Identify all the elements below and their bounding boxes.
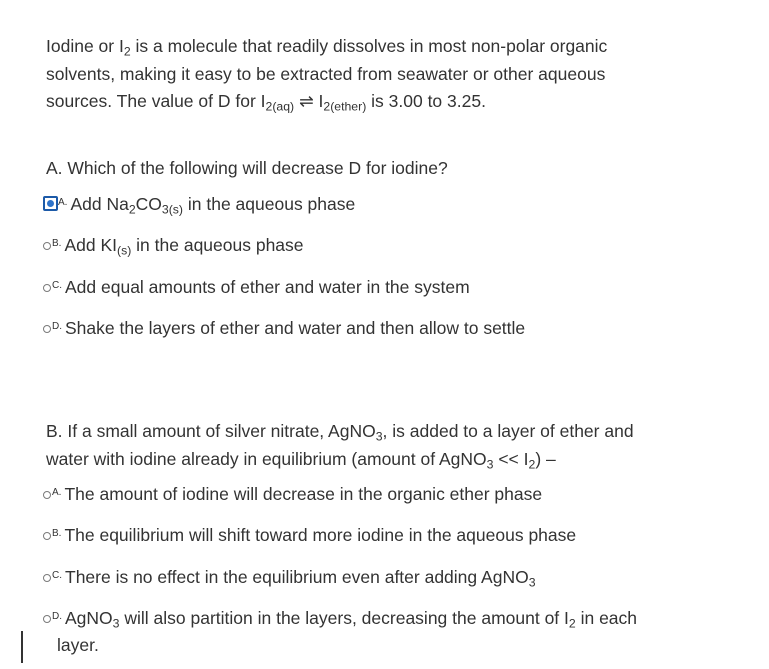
radio-icon[interactable]: [43, 574, 51, 582]
option-text: will also partition in the layers, decreasing the amount of I: [119, 608, 569, 628]
prompt-text: B. If a small amount of silver nitrate, AgNO: [46, 421, 376, 441]
option-text: CO: [135, 194, 162, 214]
subscript: 3(s): [161, 202, 184, 217]
option-text: There is no effect in the equilibrium even after adding AgNO: [65, 567, 529, 587]
subscript: 3: [375, 429, 383, 444]
radio-icon[interactable]: [43, 284, 51, 292]
question-b-line-2: [46, 446, 634, 474]
equilibrium-arrow: ⇌ I: [294, 91, 324, 111]
radio-icon[interactable]: [43, 615, 51, 623]
intro-line-1: [46, 33, 686, 61]
intro-text: Iodine or I: [46, 36, 124, 56]
option-text: Add Na: [70, 194, 129, 214]
option-text: Add KI: [64, 235, 117, 255]
subscript: 2(aq): [265, 99, 295, 114]
question-b-option-a[interactable]: [43, 479, 723, 508]
prompt-text: water with iodine already in equilibrium (amount of AgNO: [46, 448, 487, 469]
intro-text: is 3.00 to 3.25.: [366, 91, 486, 111]
question-a-prompt: A. Which of the following will decrease D for iodine?: [46, 158, 448, 178]
option-letter: A.: [52, 487, 62, 498]
subscript: 2: [123, 44, 131, 59]
question-a-option-a[interactable]: [43, 189, 723, 218]
subscript: 2: [528, 457, 536, 472]
subscript: 3: [486, 457, 494, 472]
option-letter: A.: [58, 197, 68, 208]
radio-selected-icon[interactable]: [43, 196, 58, 211]
option-text: Add equal amounts of ether and water in the system: [65, 277, 470, 297]
radio-icon[interactable]: [43, 242, 51, 250]
option-text: The equilibrium will shift toward more iodine in the aqueous phase: [64, 525, 577, 545]
option-letter: C.: [52, 280, 62, 291]
option-letter: B.: [52, 238, 62, 249]
option-text: The amount of iodine will decrease in the organic ether phase: [64, 484, 543, 504]
option-text: in the aqueous phase: [131, 235, 304, 255]
question-a-option-c[interactable]: [43, 272, 723, 301]
option-letter: B.: [52, 528, 62, 539]
subscript: (s): [117, 243, 132, 258]
option-d-line-2: layer.: [57, 635, 99, 655]
intro-paragraph: [46, 33, 686, 116]
radio-icon[interactable]: [43, 325, 51, 333]
question-a-option-b[interactable]: [43, 230, 723, 259]
option-letter: D.: [52, 321, 62, 332]
option-text: AgNO: [65, 608, 113, 628]
prompt-text: << I: [493, 448, 529, 469]
option-letter: D.: [52, 611, 62, 622]
option-text: Shake the layers of ether and water and then allow to settle: [65, 318, 526, 338]
question-b-option-b[interactable]: [43, 520, 723, 549]
subscript: 2(ether): [323, 99, 367, 114]
question-b-option-d[interactable]: [43, 603, 723, 659]
subscript: 2: [568, 616, 576, 631]
option-text: in each: [575, 608, 638, 628]
radio-icon[interactable]: [43, 491, 51, 499]
intro-line-3: [46, 88, 686, 116]
intro-text: sources. The value of D for I: [46, 91, 266, 111]
subscript: 2: [128, 202, 136, 217]
intro-line-2: solvents, making it easy to be extracted from seawater or other aqueous: [46, 63, 606, 84]
subscript: 3: [528, 575, 536, 590]
prompt-text: , is added to a layer of ether and: [382, 421, 634, 441]
question-b-prompt: [46, 418, 634, 473]
radio-icon[interactable]: [43, 532, 51, 540]
option-letter: C.: [52, 570, 62, 581]
prompt-text: ) –: [535, 448, 556, 469]
question-b-line-1: [46, 418, 634, 446]
text-cursor: [21, 631, 23, 663]
subscript: 3: [112, 616, 120, 631]
question-a-option-d[interactable]: [43, 313, 723, 342]
question-b-option-c[interactable]: [43, 562, 723, 591]
intro-text: is a molecule that readily dissolves in most non-polar organic: [130, 36, 608, 56]
option-text: in the aqueous phase: [183, 194, 356, 214]
